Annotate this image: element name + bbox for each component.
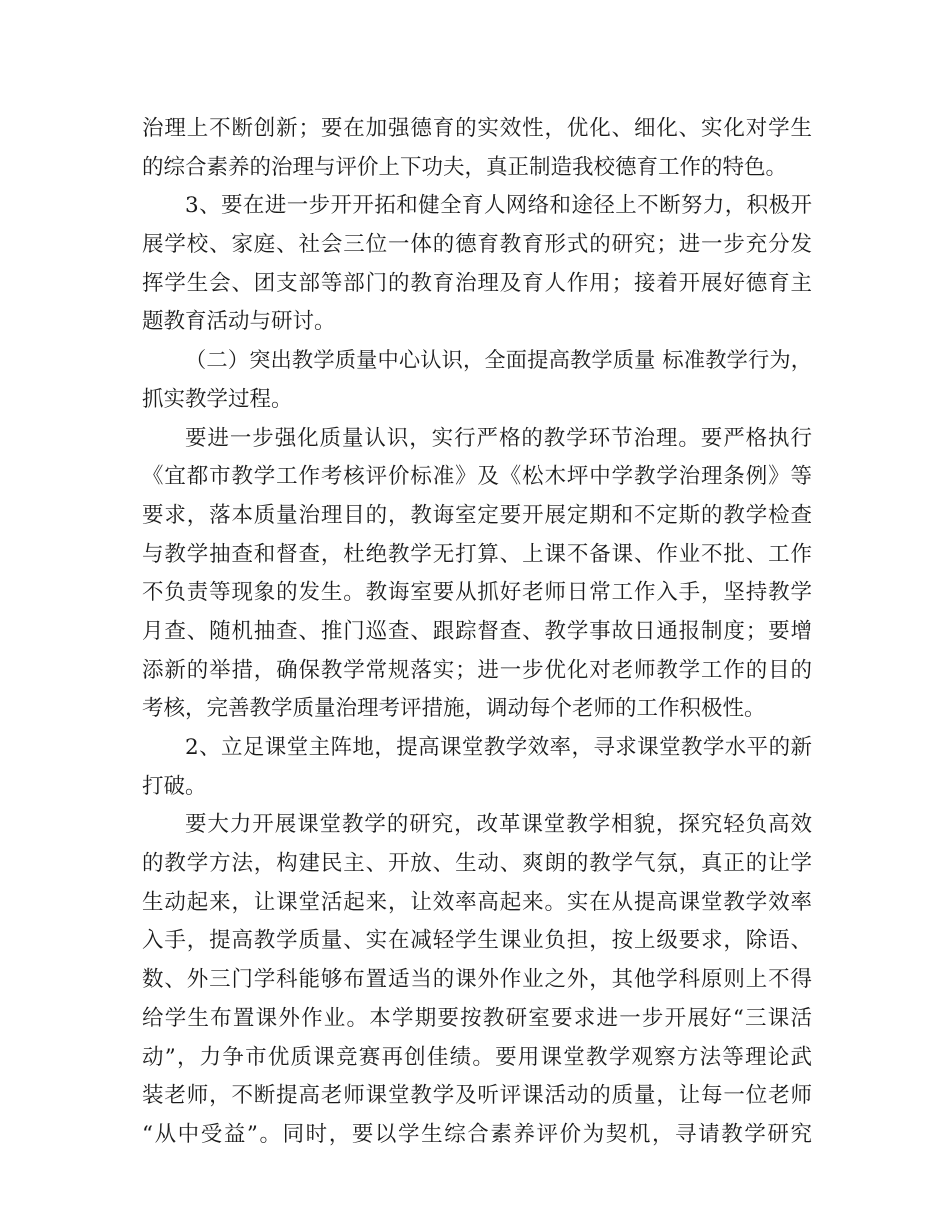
text-line: 2、立足课堂主阵地，提高课堂教学效率，寻求课堂教学水平的新 (185, 735, 812, 760)
text-line: 不负责等现象的发生。教诲室要从抓好老师日常工作入手，坚持教学 (142, 580, 812, 606)
text-line: 给学生布置课外作业。本学期要按教研室要求进一步开展好“三课活 (142, 1005, 812, 1031)
text-line: 装老师，不断提高老师课堂教学及听评课活动的质量，让每一位老师 (142, 1083, 812, 1109)
text-line: 打破。 (142, 773, 207, 799)
text-line: 的教学方法，构建民主、开放、生动、爽朗的教学气氛，真正的让学 (142, 851, 812, 877)
text-line: 入手，提高教学质量、实在减轻学生课业负担，按上级要求，除语、 (142, 928, 812, 954)
text-line: 与教学抽查和督查，杜绝教学无打算、上课不备课、作业不批、工作 (142, 541, 812, 567)
text-line: 数、外三门学科能够布置适当的课外作业之外，其他学科原则上不得 (142, 967, 812, 993)
text-line: 《宜都市教学工作考核评价标准》及《松木坪中学教学治理条例》等 (142, 464, 812, 490)
text-line: 要进一步强化质量认识，实行严格的教学环节治理。要严格执行 (185, 425, 812, 451)
text-line: 动”，力争市优质课竞赛再创佳绩。要用课堂教学观察方法等理论武 (142, 1044, 812, 1070)
text-line: 题教育活动与研讨。 (142, 309, 336, 335)
text-line: 要求，落本质量治理目的，教诲室定要开展定期和不定斯的教学检查 (142, 502, 812, 528)
text-line: 月查、随机抽查、推门巡查、跟踪督查、教学事故日通报制度；要增 (142, 618, 812, 644)
text-line: 的综合素养的治理与评价上下功夫，真正制造我校德育工作的特色。 (142, 154, 788, 180)
body-text (142, 110, 812, 1155)
text-line: 考核，完善教学质量治理考评措施，调动每个老师的工作积极性。 (142, 696, 766, 722)
text-line: 添新的举措，确保教学常规落实；进一步优化对老师教学工作的目的 (142, 657, 812, 683)
text-line: 挥学生会、团支部等部门的教育治理及育人作用；接着开展好德育主 (142, 270, 812, 296)
text-line: （二）突出教学质量中心认识，全面提高教学质量 标准教学行为， (185, 348, 812, 374)
text-line: 抓实教学过程。 (142, 386, 293, 412)
text-line: 治理上不断创新；要在加强德育的实效性，优化、细化、实化对学生 (142, 116, 812, 141)
text-line: 展学校、家庭、社会三位一体的德育教育形式的研究；进一步充分发 (142, 232, 812, 258)
text-line: 3、要在进一步开开拓和健全育人网络和途径上不断努力，积极开 (185, 193, 812, 219)
text-line: 要大力开展课堂教学的研究，改革课堂教学相貌，探究轻负高效 (185, 812, 812, 838)
text-line: “从中受益”。同时，要以学生综合素养评价为契机，寻请教学研究 (142, 1121, 812, 1147)
text-line: 生动起来，让课堂活起来，让效率高起来。实在从提高课堂教学效率 (142, 889, 812, 915)
